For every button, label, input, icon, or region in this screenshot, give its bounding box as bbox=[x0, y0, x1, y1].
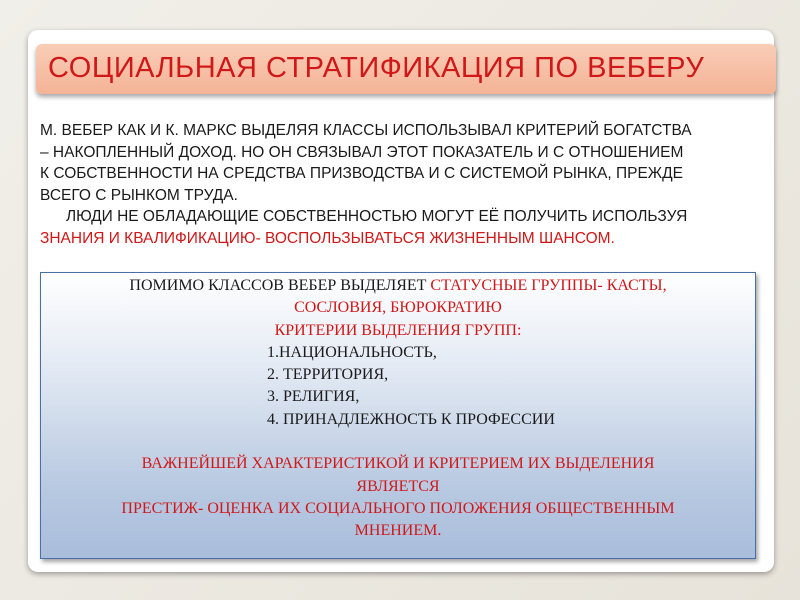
box-line-1-black: ПОМИМО КЛАССОВ ВЕБЕР ВЫДЕЛЯЕТ bbox=[129, 277, 431, 294]
knowledge-line: ЗНАНИЯ И КВАЛИФИКАЦИЮ- ВОСПОЛЬЗЫВАТЬСЯ ЖИЗНЕННЫМ ШАНСОМ. bbox=[40, 229, 615, 247]
criteria-item: 2. ТЕРРИТОРИЯ, bbox=[267, 366, 389, 384]
title-banner bbox=[36, 44, 776, 94]
box-line-1 bbox=[41, 275, 755, 297]
criteria-item: 1.НАЦИОНАЛЬНОСТЬ, bbox=[267, 343, 437, 361]
conclusion-line: ВАЖНЕЙШЕЙ ХАРАКТЕРИСТИКОЙ И КРИТЕРИЕМ ИХ ВЫДЕЛЕНИЯ bbox=[141, 455, 655, 473]
intro-line: ВСЕГО С РЫНКОМ ТРУДА. bbox=[40, 186, 238, 204]
intro-line: М. ВЕБЕР КАК И К. МАРКС ВЫДЕЛЯЯ КЛАССЫ ИСПОЛЬЗЫВАЛ КРИТЕРИЙ БОГАТСТВА bbox=[40, 122, 692, 139]
conclusion-line: ЯВЛЯЕТСЯ bbox=[356, 477, 440, 495]
intro-text-block bbox=[40, 120, 760, 249]
slide-title: СОЦИАЛЬНАЯ СТРАТИФИКАЦИЯ ПО ВЕБЕРУ bbox=[48, 52, 705, 84]
spacer bbox=[41, 431, 755, 453]
criteria-item: 4. ПРИНАДЛЕЖНОСТЬ К ПРОФЕССИИ bbox=[267, 410, 555, 428]
intro-line: – НАКОПЛЕННЫЙ ДОХОД. НО ОН СВЯЗЫВАЛ ЭТОТ ПОКАЗАТЕЛЬ И С ОТНОШЕНИЕМ bbox=[40, 143, 684, 161]
criteria-item: 3. РЕЛИГИЯ, bbox=[267, 388, 360, 406]
box-line-2: СОСЛОВИЯ, БЮРОКРАТИЮ bbox=[294, 299, 502, 317]
conclusion-line: МНЕНИЕМ. bbox=[354, 522, 442, 540]
intro-line: К СОБСТВЕННОСТИ НА СРЕДСТВА ПРИЗВОДСТВА И С СИСТЕМОЙ РЫНКА, ПРЕЖДЕ bbox=[40, 165, 683, 182]
box-line-1-red: СТАТУСНЫЕ ГРУППЫ- КАСТЫ, bbox=[430, 277, 667, 294]
criteria-heading: КРИТЕРИИ ВЫДЕЛЕНИЯ ГРУПП: bbox=[274, 321, 522, 339]
people-line: ЛЮДИ НЕ ОБЛАДАЮЩИЕ СОБСТВЕННОСТЬЮ МОГУТ ЕЁ ПОЛУЧИТЬ ИСПОЛЬЗУЯ bbox=[66, 208, 688, 225]
conclusion-line: ПРЕСТИЖ- ОЦЕНКА ИХ СОЦИАЛЬНОГО ПОЛОЖЕНИЯ ОБЩЕСТВЕННЫМ bbox=[121, 499, 675, 517]
status-groups-text bbox=[41, 275, 755, 543]
status-groups-box bbox=[40, 272, 756, 559]
